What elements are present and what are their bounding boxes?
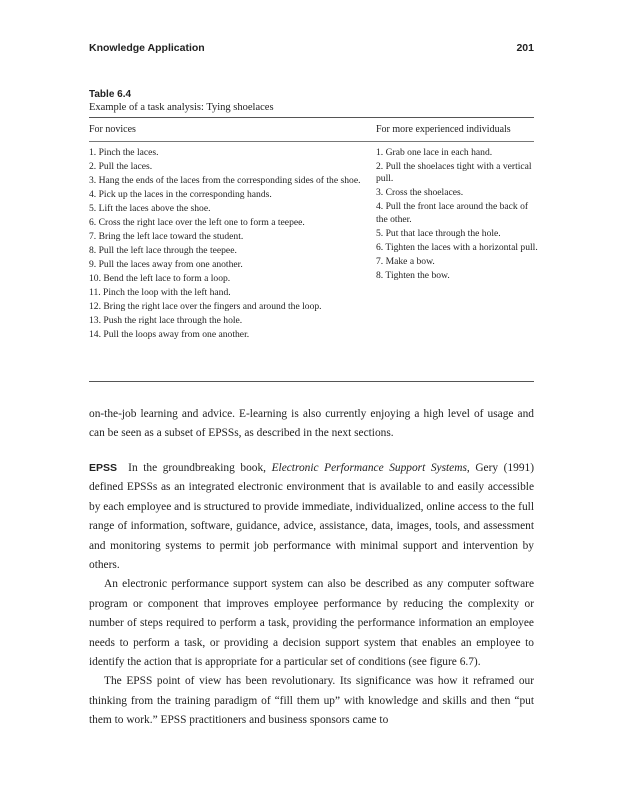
list-item: 12. Bring the right lace over the fingers and around the loop. [89, 301, 322, 312]
list-item: 4. Pick up the laces in the corresponding hands. [89, 189, 272, 200]
list-item: 8. Pull the left lace through the teepee. [89, 245, 237, 256]
table-label: Table 6.4 [89, 89, 132, 100]
list-item: 10. Bend the left lace to form a loop. [89, 273, 231, 284]
list-item: 7. Bring the left lace toward the student. [89, 231, 244, 242]
list-item: 13. Push the right lace through the hole. [89, 315, 243, 326]
experienced-steps-list [376, 147, 538, 284]
list-item: 4. Pull the front lace around the back of the other. [376, 201, 529, 225]
epss-section [89, 459, 534, 731]
list-item: 1. Grab one lace in each hand. [376, 147, 493, 158]
list-item: 2. Pull the shoelaces tight with a vertical pull. [376, 161, 532, 185]
paragraph: An electronic performance support system can also be described as any computer software program or component that improves employee performance by reducing the complexity or number of steps required to perform a task, providing the performance information an employee needs to perform a task, or providing a decision support system that enables an employee to identify the action that is appropriate for a particular set of conditions (see figure 6.7). [89, 578, 534, 669]
list-item: 14. Pull the loops away from one another. [89, 329, 250, 340]
list-item: 11. Pinch the loop with the left hand. [89, 287, 231, 298]
list-item: 5. Put that lace through the hole. [376, 227, 501, 239]
column-header-novices: For novices [89, 124, 136, 135]
paragraph: on-the-job learning and advice. E-learning is also currently enjoying a high level of usage and can be seen as a subset of EPSSs, as described in the next sections. [89, 408, 534, 440]
table-bottom-rule [89, 381, 534, 382]
list-item: 8. Tighten the bow. [376, 269, 450, 281]
novice-steps-list [89, 147, 361, 343]
page-number: 201 [516, 42, 534, 54]
list-item: 3. Hang the ends of the laces from the corresponding sides of the shoe. [89, 175, 361, 186]
section-run-in-head: EPSS [89, 462, 118, 474]
list-item: 7. Make a bow. [376, 255, 435, 267]
text-run: , Gery (1991) defined EPSSs as an integrated electronic environment that is available to and easily accessible by each employee and is structured to provide immediate, individualized, online access to the full range of information, software, guidance, advice, assistance, data, images, tools, and assessment and monitoring systems to permit job performance with minimal support and intervention by others. [89, 462, 535, 572]
list-item: 9. Pull the laces away from one another. [89, 259, 243, 270]
chapter-title: Knowledge Application [89, 42, 205, 54]
text-run: In the groundbreaking book, [128, 462, 272, 474]
list-item: 6. Tighten the laces with a horizontal pull. [376, 241, 538, 253]
paragraph: The EPSS point of view has been revolutionary. Its significance was how it reframed our thinking from the training paradigm of “fill them up” with knowledge and skills and then “put them to work.” EPSS practitioners and business sponsors came to [89, 675, 534, 727]
list-item: 2. Pull the laces. [89, 161, 153, 172]
paragraph [89, 459, 534, 575]
list-item: 5. Lift the laces above the shoe. [89, 203, 211, 214]
table-caption: Example of a task analysis: Tying shoelaces [89, 102, 274, 113]
list-item: 3. Cross the shoelaces. [376, 187, 464, 199]
book-title: Electronic Performance Support Systems [271, 462, 467, 474]
body-continuation [89, 405, 534, 444]
running-header [89, 42, 534, 56]
table-header-rule [89, 141, 534, 142]
table-top-rule [89, 117, 534, 118]
column-header-experienced: For more experienced individuals [376, 124, 511, 135]
list-item: 1. Pinch the laces. [89, 147, 159, 158]
list-item: 6. Cross the right lace over the left one to form a teepee. [89, 217, 305, 228]
